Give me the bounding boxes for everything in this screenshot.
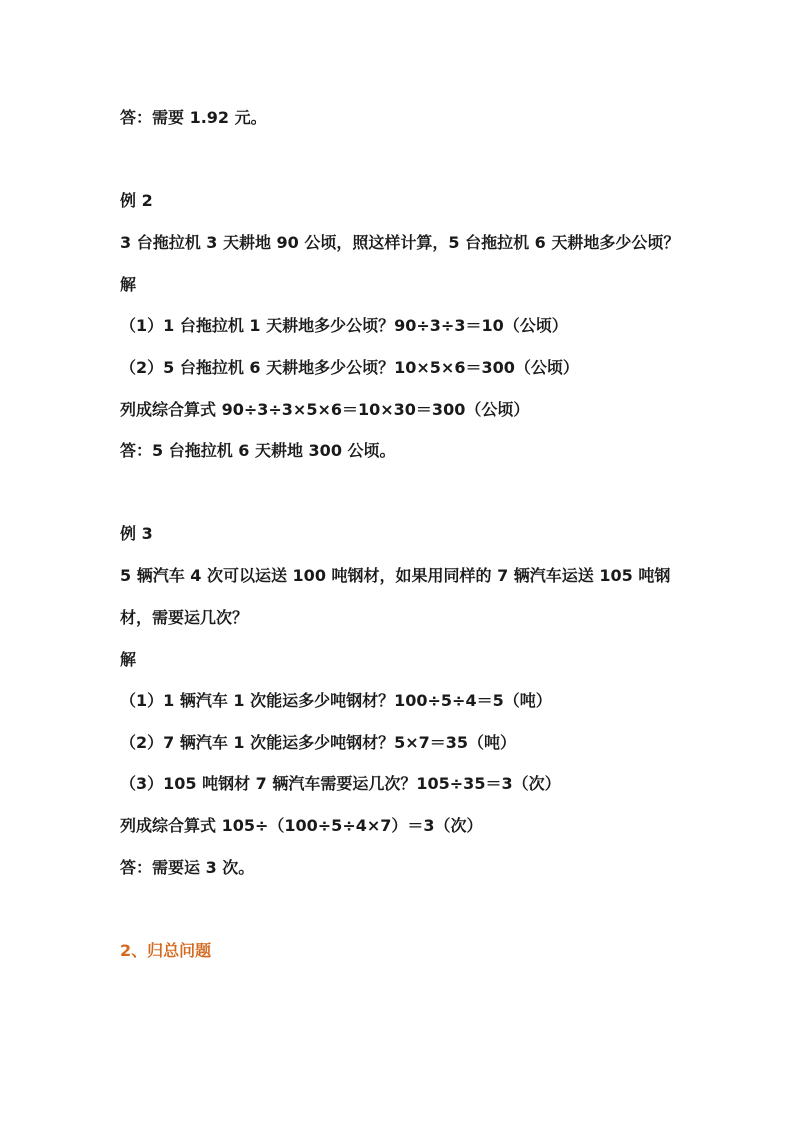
solution-step: （1）1 辆汽车 1 次能运多少吨钢材？100÷5÷4＝5（吨）: [120, 691, 552, 710]
combined-formula: 列成综合算式 90÷3÷3×5×6＝10×30＝300（公顷）: [120, 400, 530, 419]
solution-label: 解: [120, 275, 137, 294]
example-question-line: 5 辆汽车 4 次可以运送 100 吨钢材，如果用同样的 7 辆汽车运送 105 吨钢: [120, 566, 671, 585]
example-question: 3 台拖拉机 3 天耕地 90 公顷，照这样计算，5 台拖拉机 6 天耕地多少公顷？: [120, 233, 680, 252]
answer-text: 答：需要运 3 次。: [120, 858, 255, 877]
section-heading: 2、归总问题: [120, 941, 212, 960]
answer-text: 答：需要 1.92 元。: [120, 108, 267, 127]
answer-text: 答：5 台拖拉机 6 天耕地 300 公顷。: [120, 441, 396, 460]
example-label: 例 3: [120, 524, 153, 543]
solution-step: （2）5 台拖拉机 6 天耕地多少公顷？10×5×6＝300（公顷）: [120, 358, 579, 377]
combined-formula: 列成综合算式 105÷（100÷5÷4×7）＝3（次）: [120, 816, 483, 835]
solution-step: （1）1 台拖拉机 1 天耕地多少公顷？90÷3÷3＝10（公顷）: [120, 316, 568, 335]
example-label: 例 2: [120, 191, 153, 210]
solution-step: （2）7 辆汽车 1 次能运多少吨钢材？5×7＝35（吨）: [120, 733, 517, 752]
example-question-line: 材，需要运几次？: [120, 608, 249, 627]
solution-label: 解: [120, 650, 137, 669]
solution-step: （3）105 吨钢材 7 辆汽车需要运几次？105÷35＝3（次）: [120, 774, 561, 793]
